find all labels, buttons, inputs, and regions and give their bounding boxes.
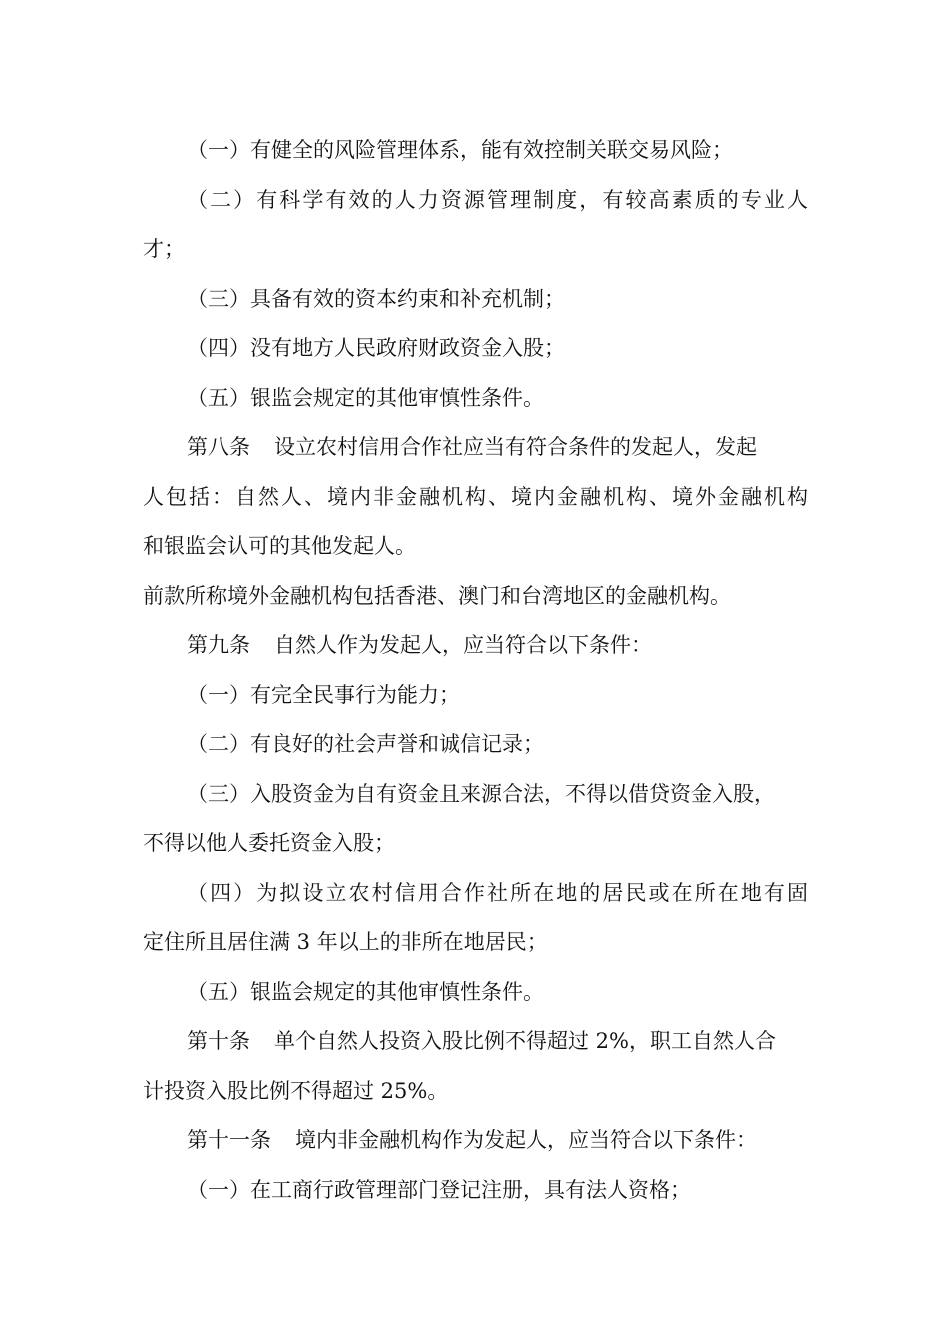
clause-line: （一）有健全的风险管理体系，能有效控制关联交易风险； xyxy=(187,138,733,162)
clause-line: （五）银监会规定的其他审慎性条件。 xyxy=(187,385,544,410)
article-11-heading-line: 第十一条 境内非金融机构作为发起人，应当符合以下条件： xyxy=(187,1128,757,1152)
clause-line: （一）在工商行政管理部门登记注册，具有法人资格； xyxy=(187,1177,691,1202)
clause-line: （三）入股资金为自有资金且来源合法，不得以借贷资金入股， xyxy=(187,781,775,806)
clause-continuation: 不得以他人委托资金入股； xyxy=(143,831,395,855)
clause-line: （三）具备有效的资本约束和补充机制； xyxy=(187,286,565,311)
article-8-heading-line: 第八条 设立农村信用合作社应当有符合条件的发起人，发起 xyxy=(187,435,757,459)
clause-line: （四）为拟设立农村信用合作社所在地的居民或在所在地有固 xyxy=(187,880,808,905)
article-10-continuation: 计投资入股比例不得超过 25%。 xyxy=(143,1078,449,1103)
clause-line: （五）银监会规定的其他审慎性条件。 xyxy=(187,979,544,1004)
clause-continuation: 定住所且居住满 3 年以上的非所在地居民； xyxy=(143,930,548,954)
article-8-note: 前款所称境外金融机构包括香港、澳门和台湾地区的金融机构。 xyxy=(143,583,731,608)
article-9-label: 第九条 xyxy=(187,633,250,657)
article-9-heading-line: 第九条 自然人作为发起人，应当符合以下条件： xyxy=(187,633,652,657)
article-11-label: 第十一条 xyxy=(187,1128,271,1152)
clause-line: （一）有完全民事行为能力； xyxy=(187,682,460,707)
document-body xyxy=(143,126,808,1215)
article-10-heading-line: 第十条 单个自然人投资入股比例不得超过 2%，职工自然人合 xyxy=(187,1029,776,1053)
clause-line: （二）有良好的社会声誉和诚信记录； xyxy=(187,732,544,756)
article-10-label: 第十条 xyxy=(187,1029,250,1053)
clause-line: （二）有科学有效的人力资源管理制度，有较高素质的专业人 xyxy=(187,187,808,212)
article-8-continuation: 和银监会认可的其他发起人。 xyxy=(143,534,416,558)
article-8-continuation: 人包括：自然人、境内非金融机构、境内金融机构、境外金融机构 xyxy=(143,484,808,509)
article-8-label: 第八条 xyxy=(187,435,250,459)
clause-continuation: 才； xyxy=(143,237,185,261)
clause-line: （四）没有地方人民政府财政资金入股； xyxy=(187,336,565,360)
